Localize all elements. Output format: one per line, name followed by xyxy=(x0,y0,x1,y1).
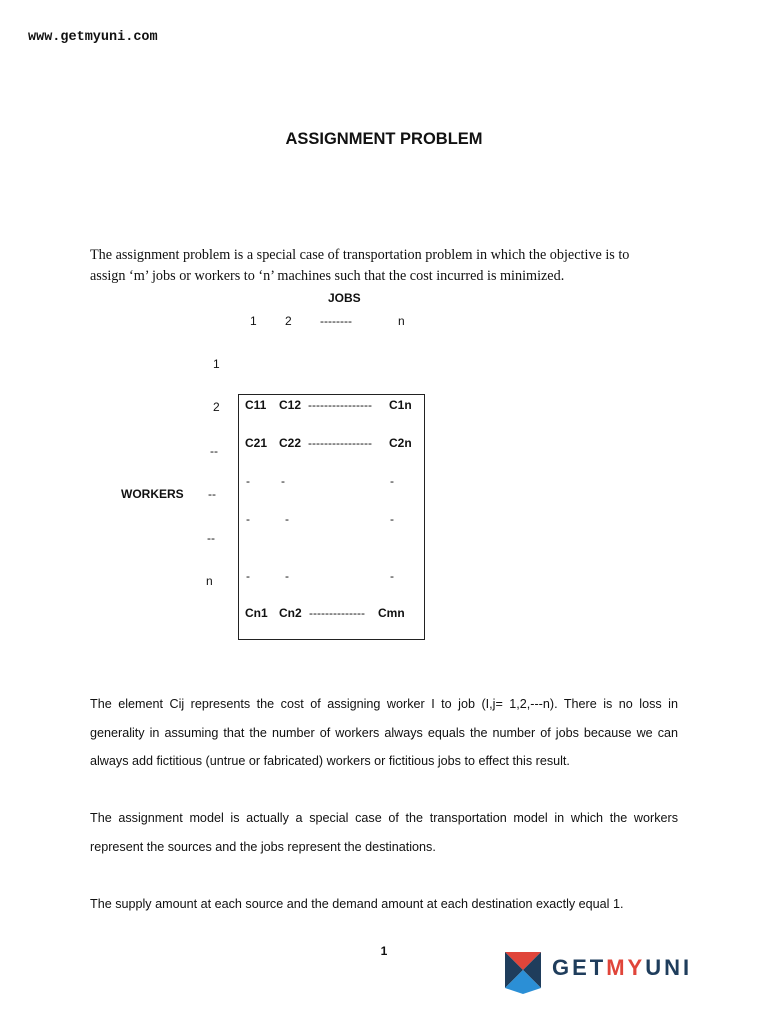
header-url: www.getmyuni.com xyxy=(28,30,158,45)
matrix-row1-dashes: ---------------- xyxy=(308,398,372,412)
matrix-c12: C12 xyxy=(279,398,302,412)
matrix-dash-r4-c1: - xyxy=(246,512,250,526)
page-number: 1 xyxy=(380,944,388,958)
paragraph-assignment-model: The assignment model is actually a special case of the transportation model in which the workers represent the sources and the jobs represent the destinations. xyxy=(90,811,678,854)
matrix-dash-r4-cn: - xyxy=(390,512,394,526)
jobs-header-2: 2 xyxy=(285,314,292,328)
paragraph-cij: The element Cij represents the cost of assigning worker I to job (I,j= 1,2,---n). There is no loss in generality in assuming that the number of workers always equals the number of jobs because we can always add fictitious (untrue or fabricated) workers or fictitious jobs to effect this result. xyxy=(90,697,678,768)
jobs-header-n: n xyxy=(398,314,405,328)
jobs-header-1: 1 xyxy=(250,314,257,328)
matrix-dash-r3-c1: - xyxy=(246,474,250,488)
matrix-dash-r4-c2: - xyxy=(285,512,289,526)
matrix-c11: C11 xyxy=(245,398,267,412)
matrix-c1n: C1n xyxy=(389,398,412,412)
matrix-dash-r5-c2: - xyxy=(285,569,289,583)
cost-matrix-box xyxy=(238,394,425,640)
intro-line-1: The assignment problem is a special case of transportation problem in which the objective is to xyxy=(90,247,630,263)
intro-paragraph xyxy=(90,245,680,287)
matrix-c22: C22 xyxy=(279,436,302,450)
worker-row-dash-3: -- xyxy=(207,531,215,545)
logo-text-uni: UNI xyxy=(645,955,693,980)
getmyuni-logo-icon xyxy=(503,950,543,996)
matrix-dash-r3-cn: - xyxy=(390,474,394,488)
page-title: ASSIGNMENT PROBLEM xyxy=(285,130,483,148)
logo-text-get: GET xyxy=(552,955,607,980)
jobs-header-dashes: -------- xyxy=(320,314,352,328)
matrix-dash-r3-c2: - xyxy=(281,474,285,488)
worker-row-dash-2: -- xyxy=(208,487,216,501)
matrix-dash-r5-cn: - xyxy=(390,569,394,583)
matrix-last-dashes: -------------- xyxy=(309,606,365,620)
workers-label: WORKERS xyxy=(121,487,184,501)
worker-row-n: n xyxy=(206,574,213,588)
worker-row-dash-1: -- xyxy=(210,444,218,458)
paragraph-supply-demand: The supply amount at each source and the demand amount at each destination exactly equal 1. xyxy=(90,897,624,911)
matrix-c2n: C2n xyxy=(389,436,412,450)
getmyuni-logo-text xyxy=(552,955,692,981)
matrix-cn2: Cn2 xyxy=(279,606,302,620)
matrix-row2-dashes: ---------------- xyxy=(308,436,372,450)
matrix-cmn: Cmn xyxy=(378,606,405,620)
matrix-c21: C21 xyxy=(245,436,268,450)
worker-row-2: 2 xyxy=(213,400,220,414)
matrix-cn1: Cn1 xyxy=(245,606,268,620)
worker-row-1: 1 xyxy=(213,357,220,371)
jobs-label: JOBS xyxy=(328,291,361,305)
matrix-dash-r5-c1: - xyxy=(246,569,250,583)
logo-text-my: MY xyxy=(606,955,646,980)
intro-line-2: assign ‘m’ jobs or workers to ‘n’ machines such that the cost incurred is minimized. xyxy=(90,268,565,284)
